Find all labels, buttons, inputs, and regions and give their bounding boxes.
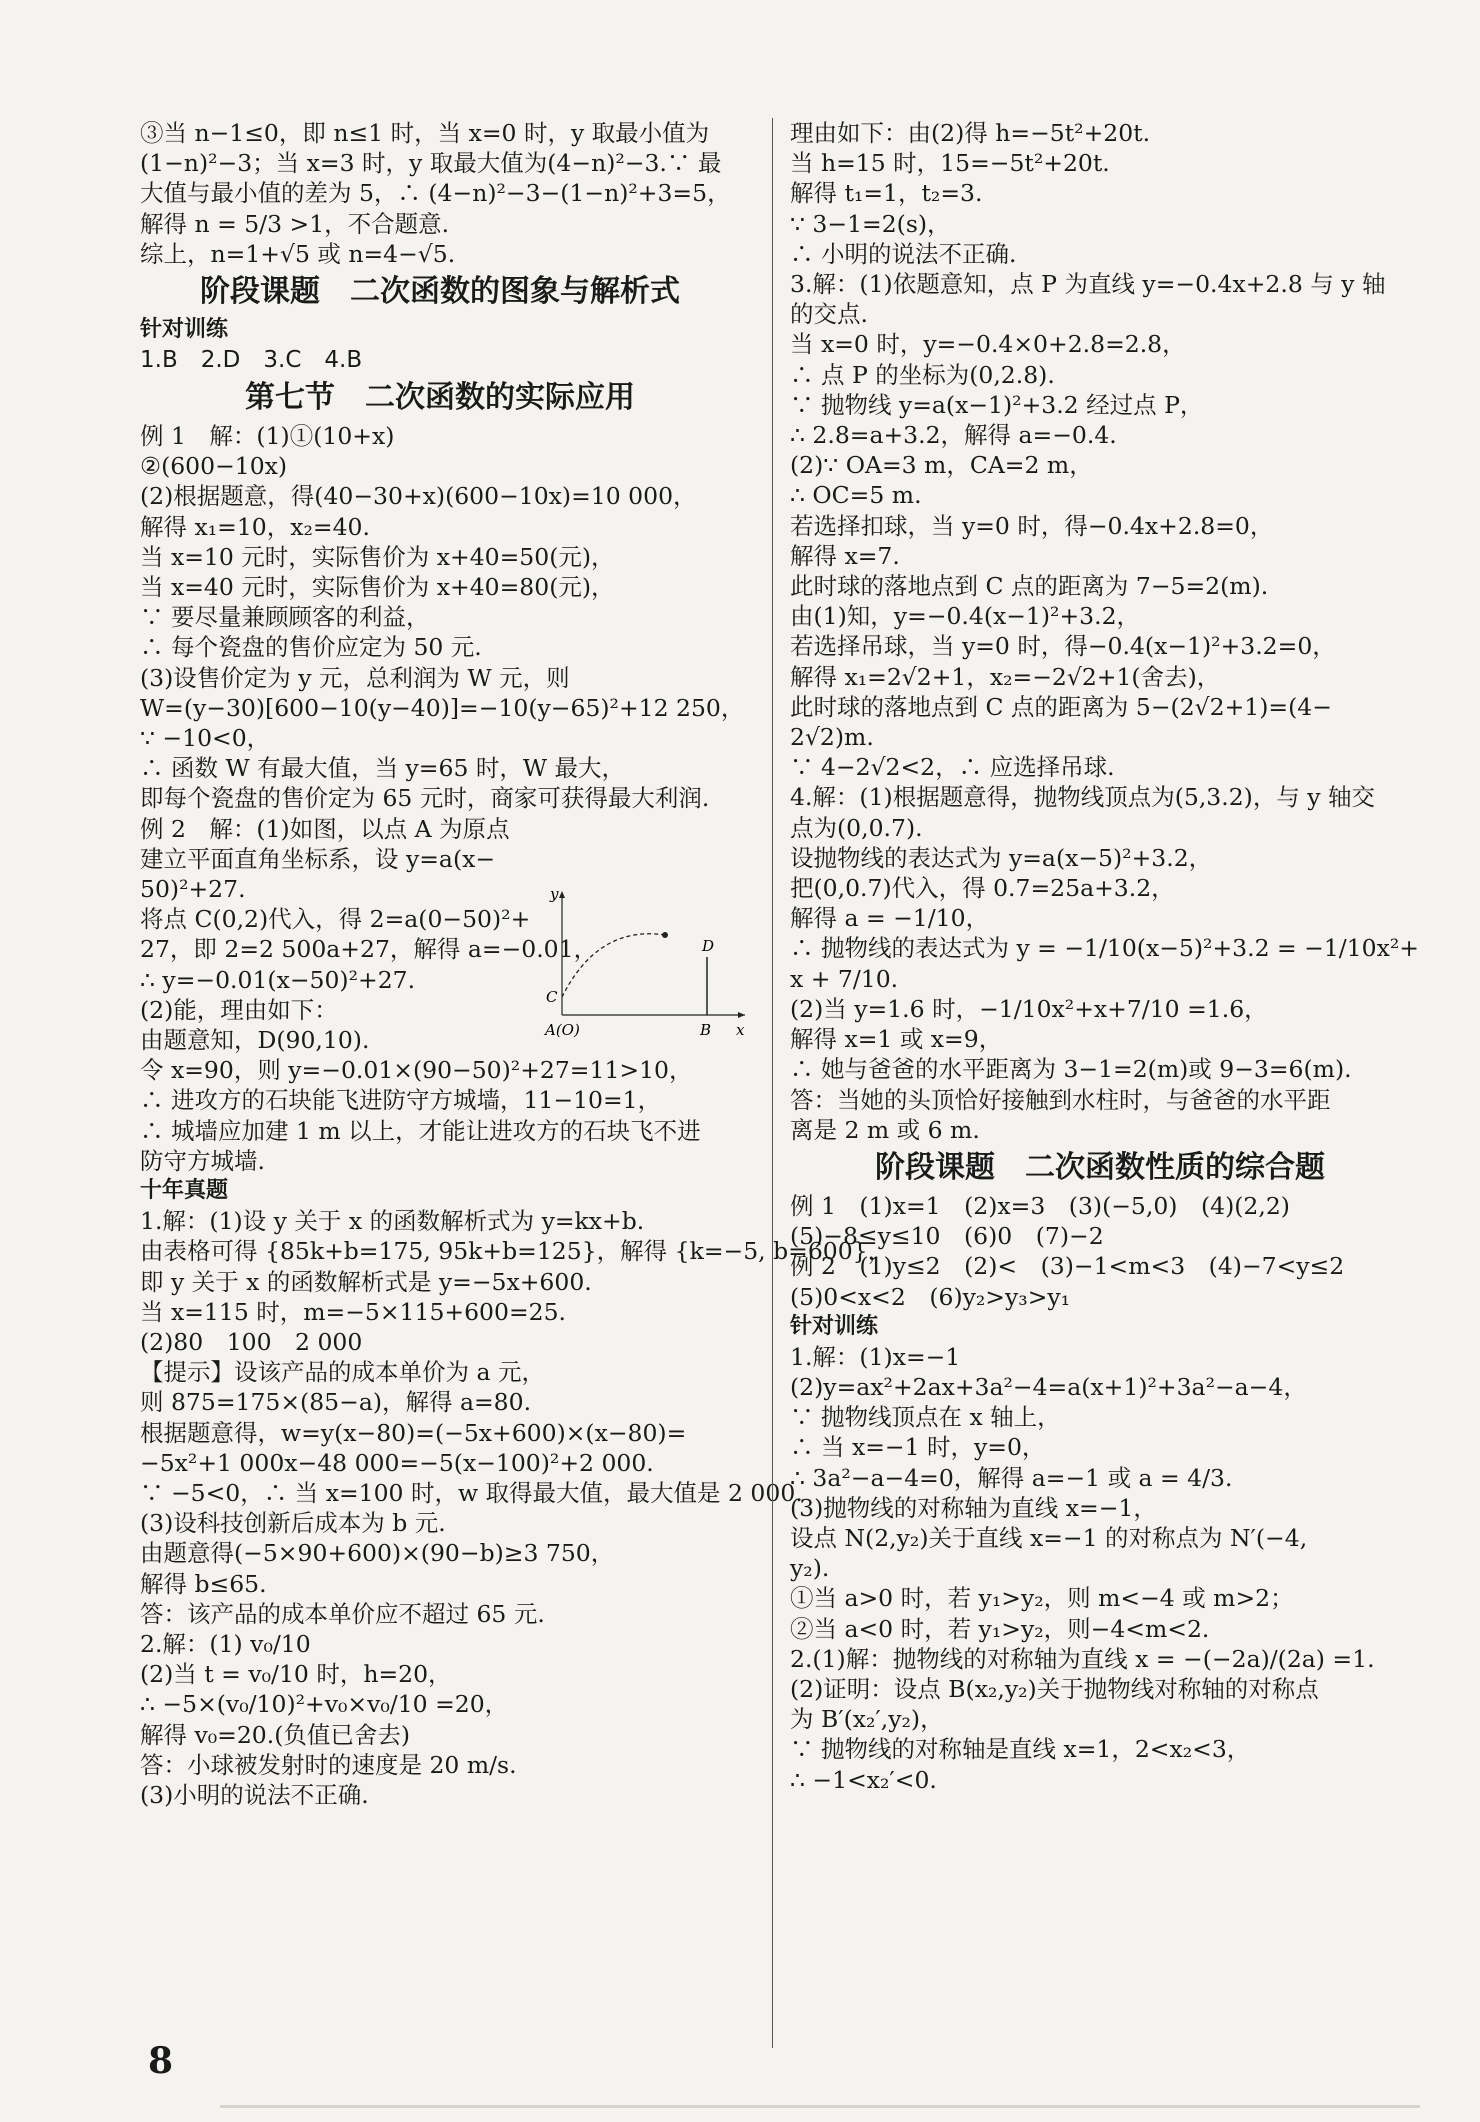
text-line: (5)0<x<2 (6)y₂>y₃>y₁ — [790, 1282, 1071, 1311]
text-line: 当 x=40 元时，实际售价为 x+40=80(元)， — [140, 573, 615, 602]
page-number: 8 — [148, 2040, 174, 2082]
text-line: ∴ 函数 W 有最大值，当 y=65 时，W 最大， — [140, 754, 625, 783]
text-line: 解得 n = 5/3 >1，不合题意. — [140, 209, 450, 238]
parabola-diagram — [540, 885, 750, 1045]
text-line: ∴ 城墙应加建 1 m 以上，才能让进攻方的石块飞不进 — [140, 1116, 701, 1145]
text-line: 例 2 解：(1)如图，以点 A 为原点 — [140, 814, 510, 843]
text-line: ②当 a<0 时，若 y₁>y₂，则−4<m<2. — [790, 1614, 1210, 1643]
text-line: (5)−8≤y≤10 (6)0 (7)−2 — [790, 1222, 1104, 1251]
text-line: ①当 a>0 时，若 y₁>y₂，则 m<−4 或 m>2； — [790, 1584, 1294, 1613]
text-line: ∵ −10<0， — [140, 724, 271, 753]
text-line: 解得 a = −1/10， — [790, 904, 990, 933]
text-line: (2)当 t = v₀/10 时，h=20， — [140, 1660, 452, 1689]
text-line: (3)设科技创新后成本为 b 元. — [140, 1509, 446, 1538]
text-line: 3.解：(1)依题意知，点 P 为直线 y=−0.4x+2.8 与 y 轴 — [790, 270, 1386, 299]
text-line: ∴ 抛物线的表达式为 y = −1/10(x−5)²+3.2 = −1/10x²+ — [790, 934, 1419, 963]
text-line: 由表格可得 {85k+b=175, 95k+b=125}，解得 {k=−5, b=600}， — [140, 1237, 892, 1266]
text-line: ∵ 3−1=2(s)， — [790, 209, 951, 238]
text-line: ∴ 点 P 的坐标为(0,2.8). — [790, 360, 1055, 389]
text-line: 大值与最小值的差为 5，∴ (4−n)²−3−(1−n)²+3=5， — [140, 179, 731, 208]
point-c-label: C — [546, 988, 558, 1006]
text-line: 解得 t₁=1，t₂=3. — [790, 179, 983, 208]
text-line: ∴ 进攻方的石块能飞进防守方城墙，11−10=1， — [140, 1086, 662, 1115]
text-line: 2.(1)解：抛物线的对称轴为直线 x = −(−2a)/(2a) =1. — [790, 1644, 1375, 1673]
text-line: (3)抛物线的对称轴为直线 x=−1， — [790, 1493, 1157, 1522]
section-heading: 阶段课题 二次函数的图象与解析式 — [200, 274, 680, 310]
text-line: (2)根据题意，得(40−30+x)(600−10x)=10 000， — [140, 482, 697, 511]
text-line: 由题意得(−5×90+600)×(90−b)≥3 750， — [140, 1539, 615, 1568]
text-line: 例 1 解：(1)①(10+x) — [140, 422, 395, 451]
subsection-heading: 针对训练 — [790, 1313, 879, 1339]
text-line: y₂). — [790, 1554, 830, 1583]
text-line: 此时球的落地点到 C 点的距离为 5−(2√2+1)=(4− — [790, 692, 1332, 721]
text-line: 50)²+27. — [140, 875, 246, 904]
text-line: (1−n)²−3；当 x=3 时，y 取最大值为(4−n)²−3.∵ 最 — [140, 149, 722, 178]
text-line: 当 h=15 时，15=−5t²+20t. — [790, 149, 1110, 178]
text-line: ∴ −5×(v₀/10)²+v₀×v₀/10 =20， — [140, 1690, 509, 1719]
text-line: ∴ 3a²−a−4=0，解得 a=−1 或 a = 4/3. — [790, 1463, 1233, 1492]
text-line: 若选择扣球，当 y=0 时，得−0.4x+2.8=0， — [790, 511, 1274, 540]
text-line: 即每个瓷盘的售价定为 65 元时，商家可获得最大利润. — [140, 784, 710, 813]
text-line: 【提示】设该产品的成本单价为 a 元， — [140, 1358, 545, 1387]
text-line: ∴ 她与爸爸的水平距离为 3−1=2(m)或 9−3=6(m). — [790, 1055, 1352, 1084]
text-line: ∴ OC=5 m. — [790, 481, 922, 510]
bottom-rule — [220, 2105, 1420, 2108]
text-line: ∴ −1<x₂′<0. — [790, 1765, 937, 1794]
text-line: 解得 b≤65. — [140, 1569, 267, 1598]
text-line: −5x²+1 000x−48 000=−5(x−100)²+2 000. — [140, 1448, 654, 1477]
text-line: 当 x=10 元时，实际售价为 x+40=50(元)， — [140, 542, 615, 571]
text-line: 为 B′(x₂′,y₂)， — [790, 1705, 944, 1734]
text-line: 防守方城墙. — [140, 1146, 265, 1175]
text-line: 离是 2 m 或 6 m. — [790, 1115, 980, 1144]
text-line: 把(0,0.7)代入，得 0.7=25a+3.2， — [790, 874, 1175, 903]
text-line: ∵ 4−2√2<2，∴ 应选择吊球. — [790, 753, 1115, 782]
text-line: 解得 x₁=10，x₂=40. — [140, 512, 370, 541]
text-line: ∵ 抛物线的对称轴是直线 x=1，2<x₂<3， — [790, 1735, 1251, 1764]
text-line: 1.解：(1)x=−1 — [790, 1342, 961, 1371]
text-line: 当 x=115 时，m=−5×115+600=25. — [140, 1297, 567, 1326]
text-line: 例 1 (1)x=1 (2)x=3 (3)(−5,0) (4)(2,2) — [790, 1191, 1290, 1220]
text-line: (2)证明：设点 B(x₂,y₂)关于抛物线对称轴的对称点 — [790, 1674, 1319, 1703]
text-line: 的交点. — [790, 300, 868, 329]
text-line: 若选择吊球，当 y=0 时，得−0.4(x−1)²+3.2=0， — [790, 632, 1336, 661]
section-heading: 第七节 二次函数的实际应用 — [245, 380, 635, 416]
text-line: ∴ 每个瓷盘的售价应定为 50 元. — [140, 633, 482, 662]
text-line: 根据题意得，w=y(x−80)=(−5x+600)×(x−80)= — [140, 1418, 687, 1447]
text-line: (3)设售价定为 y 元，总利润为 W 元，则 — [140, 663, 570, 692]
text-line: 当 x=0 时，y=−0.4×0+2.8=2.8， — [790, 330, 1186, 359]
text-line: 解得 x=1 或 x=9， — [790, 1025, 1003, 1054]
text-line: 即 y 关于 x 的函数解析式是 y=−5x+600. — [140, 1267, 592, 1296]
text-line: 将点 C(0,2)代入，得 2=a(0−50)²+ — [140, 905, 531, 934]
point-a-label: A(O) — [545, 1021, 580, 1039]
text-line: 答：该产品的成本单价应不超过 65 元. — [140, 1599, 545, 1628]
text-line: ∴ 2.8=a+3.2，解得 a=−0.4. — [790, 421, 1117, 450]
text-line: 1.解：(1)设 y 关于 x 的函数解析式为 y=kx+b. — [140, 1207, 645, 1236]
text-line: 则 875=175×(85−a)，解得 a=80. — [140, 1388, 532, 1417]
text-line: 解得 x₁=2√2+1，x₂=−2√2+1(舍去)， — [790, 662, 1221, 691]
text-line: 解得 x=7. — [790, 541, 900, 570]
section-heading: 阶段课题 二次函数性质的综合题 — [875, 1149, 1325, 1185]
text-line: ∵ 抛物线顶点在 x 轴上， — [790, 1403, 1061, 1432]
text-line: 设点 N(2,y₂)关于直线 x=−1 的对称点为 N′(−4, — [790, 1523, 1308, 1552]
text-line: ∴ 当 x=−1 时，y=0， — [790, 1433, 1046, 1462]
text-line: 建立平面直角坐标系，设 y=a(x− — [140, 844, 496, 873]
text-line: ∵ 抛物线 y=a(x−1)²+3.2 经过点 P， — [790, 390, 1204, 419]
text-line: 令 x=90，则 y=−0.01×(90−50)²+27=11>10， — [140, 1056, 693, 1085]
text-line: (2)80 100 2 000 — [140, 1327, 363, 1356]
subsection-heading: 针对训练 — [140, 317, 229, 343]
text-line: x + 7/10. — [790, 964, 899, 993]
text-line: W=(y−30)[600−10(y−40)]=−10(y−65)²+12 250， — [140, 693, 745, 722]
text-line: 理由如下：由(2)得 h=−5t²+20t. — [790, 119, 1151, 147]
text-line: ∵ 要尽量兼顾顾客的利益， — [140, 603, 430, 632]
text-line: ∴ y=−0.01(x−50)²+27. — [140, 965, 416, 994]
right-column — [790, 118, 1419, 1795]
text-line: 由题意知，D(90,10). — [140, 1026, 370, 1055]
y-axis-label: y — [550, 885, 559, 903]
text-line: ③当 n−1≤0，即 n≤1 时，当 x=0 时，y 取最小值为 — [140, 119, 710, 147]
text-line: 此时球的落地点到 C 点的距离为 7−5=2(m). — [790, 572, 1269, 601]
answer-line: 1.B 2.D 3.C 4.B — [140, 347, 363, 374]
text-line: 答：小球被发射时的速度是 20 m/s. — [140, 1750, 517, 1779]
text-line: 答：当她的头顶恰好接触到水柱时，与爸爸的水平距 — [790, 1085, 1331, 1114]
text-line: ∴ 小明的说法不正确. — [790, 239, 1017, 268]
text-line: 2√2)m. — [790, 723, 874, 752]
text-line: (2)能，理由如下： — [140, 995, 338, 1024]
text-line: 由(1)知，y=−0.4(x−1)²+3.2， — [790, 602, 1141, 631]
text-line: 4.解：(1)根据题意得，抛物线顶点为(5,3.2)，与 y 轴交 — [790, 783, 1376, 812]
point-b-label: B — [700, 1021, 712, 1039]
text-line: (3)小明的说法不正确. — [140, 1780, 369, 1809]
text-line: (2)∵ OA=3 m，CA=2 m， — [790, 451, 1093, 480]
column-divider — [772, 118, 773, 2048]
text-line: 27，即 2=2 500a+27，解得 a=−0.01， — [140, 935, 598, 964]
x-axis-label: x — [736, 1021, 745, 1039]
text-line: (2)y=ax²+2ax+3a²−4=a(x+1)²+3a²−a−4， — [790, 1372, 1307, 1401]
subsection-heading: 十年真题 — [140, 1178, 229, 1204]
text-line: ∵ −5<0，∴ 当 x=100 时，w 取得最大值，最大值是 2 000. — [140, 1478, 803, 1507]
text-line: 点为(0,0.7). — [790, 813, 923, 842]
text-line: 解得 v₀=20.(负值已舍去) — [140, 1720, 411, 1749]
point-d-label: D — [702, 937, 715, 955]
text-line: 例 2 (1)y≤2 (2)< (3)−1<m<3 (4)−7<y≤2 — [790, 1252, 1345, 1281]
text-line: (2)当 y=1.6 时，−1/10x²+x+7/10 =1.6， — [790, 994, 1268, 1023]
text-line: 设抛物线的表达式为 y=a(x−5)²+3.2， — [790, 843, 1213, 872]
text-line: 综上，n=1+√5 或 n=4−√5. — [140, 239, 456, 268]
text-line: 2.解：(1) v₀/10 — [140, 1629, 311, 1658]
text-line: ②(600−10x) — [140, 452, 288, 481]
